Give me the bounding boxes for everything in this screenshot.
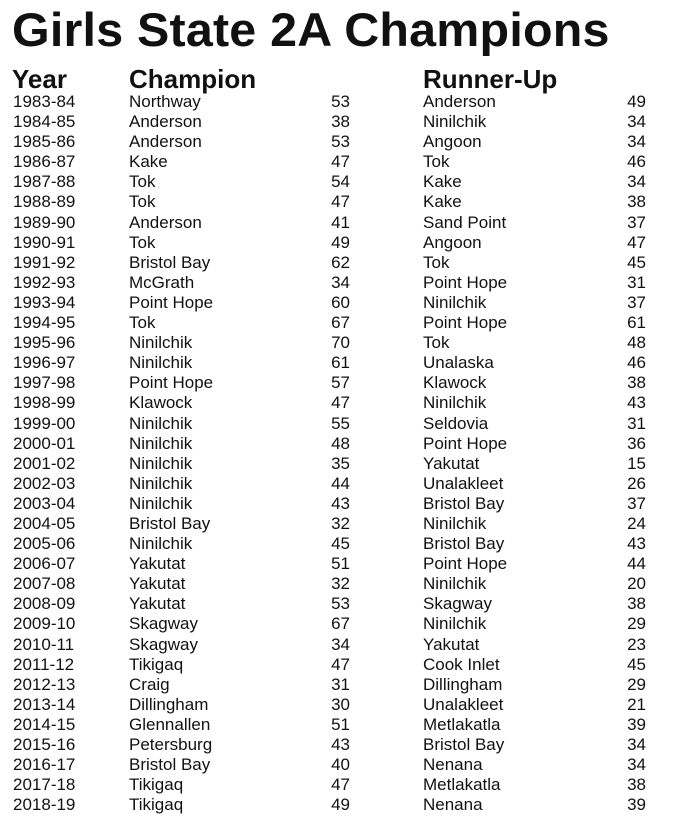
year-cell: 2003-04 <box>13 493 76 513</box>
runner-up-score-cell: 29 <box>627 674 646 694</box>
champion-score-cell: 45 <box>331 534 350 554</box>
runner-up-score-cell: 34 <box>627 112 646 132</box>
champion-cell: Ninilchik <box>129 534 193 554</box>
table-row <box>0 635 673 655</box>
runner-up-score-cell: 34 <box>627 755 646 775</box>
runner-up-score-cell: 37 <box>627 493 646 513</box>
runner-up-score-cell: 29 <box>627 614 646 634</box>
table-row <box>0 192 673 212</box>
champion-score-cell: 51 <box>331 714 350 734</box>
runner-up-cell: Ninilchik <box>423 614 487 634</box>
champion-score-cell: 47 <box>331 393 350 413</box>
runner-up-cell: Cook Inlet <box>423 654 500 674</box>
champion-cell: Tikigaq <box>129 654 184 674</box>
table-row <box>0 474 673 494</box>
year-cell: 2005-06 <box>13 534 76 554</box>
runner-up-score-cell: 46 <box>627 152 646 172</box>
runner-up-cell: Sand Point <box>423 212 507 232</box>
champion-cell: Ninilchik <box>129 413 193 433</box>
champion-cell: McGrath <box>129 272 195 292</box>
champion-score-cell: 70 <box>331 333 350 353</box>
table-row <box>0 574 673 594</box>
runner-up-cell: Metlakatla <box>423 775 501 795</box>
year-cell: 2002-03 <box>13 473 76 493</box>
year-cell: 1987-88 <box>13 172 76 192</box>
year-cell: 1998-99 <box>13 393 76 413</box>
table-row <box>0 755 673 775</box>
champion-cell: Bristol Bay <box>129 252 211 272</box>
table-row <box>0 414 673 434</box>
year-cell: 1992-93 <box>13 272 76 292</box>
year-cell: 2006-07 <box>13 554 76 574</box>
runner-up-score-cell: 38 <box>627 594 646 614</box>
table-row <box>0 313 673 333</box>
table-row <box>0 213 673 233</box>
table-row <box>0 233 673 253</box>
table-row <box>0 434 673 454</box>
year-cell: 1990-91 <box>13 232 76 252</box>
runner-up-score-cell: 38 <box>627 192 646 212</box>
table-row <box>0 514 673 534</box>
table-row <box>0 293 673 313</box>
year-cell: 2016-17 <box>13 755 76 775</box>
champion-cell: Ninilchik <box>129 453 193 473</box>
runner-up-score-cell: 45 <box>627 654 646 674</box>
column-header-year: Year <box>12 64 67 94</box>
champion-score-cell: 61 <box>331 353 350 373</box>
champion-score-cell: 49 <box>331 232 350 252</box>
champion-cell: Craig <box>129 674 170 694</box>
table-row <box>0 675 673 695</box>
year-cell: 1999-00 <box>13 413 76 433</box>
runner-up-score-cell: 48 <box>627 333 646 353</box>
table-row <box>0 594 673 614</box>
year-cell: 1994-95 <box>13 313 76 333</box>
champion-score-cell: 67 <box>331 313 350 333</box>
champion-cell: Yakutat <box>129 554 186 574</box>
table-row <box>0 715 673 735</box>
runner-up-score-cell: 24 <box>627 513 646 533</box>
year-cell: 2018-19 <box>13 795 76 815</box>
champion-score-cell: 47 <box>331 775 350 795</box>
champion-cell: Ninilchik <box>129 353 193 373</box>
champion-cell: Yakutat <box>129 574 186 594</box>
year-cell: 1997-98 <box>13 373 76 393</box>
champion-cell: Ninilchik <box>129 433 193 453</box>
runner-up-score-cell: 47 <box>627 232 646 252</box>
champion-score-cell: 47 <box>331 152 350 172</box>
year-cell: 1985-86 <box>13 132 76 152</box>
year-cell: 2004-05 <box>13 513 76 533</box>
year-cell: 2015-16 <box>13 735 76 754</box>
runner-up-score-cell: 34 <box>627 132 646 152</box>
year-cell: 2000-01 <box>13 433 76 453</box>
champion-cell: Point Hope <box>129 373 214 393</box>
year-cell: 1991-92 <box>13 252 76 272</box>
champion-score-cell: 60 <box>331 292 350 312</box>
runner-up-cell: Unalakleet <box>423 473 504 493</box>
table-row <box>0 454 673 474</box>
champion-score-cell: 41 <box>331 212 350 232</box>
champion-cell: Tok <box>129 172 156 192</box>
champion-score-cell: 53 <box>331 594 350 614</box>
runner-up-cell: Ninilchik <box>423 393 487 413</box>
champion-cell: Tok <box>129 192 156 212</box>
runner-up-cell: Bristol Bay <box>423 735 505 754</box>
table-row <box>0 735 673 755</box>
champion-score-cell: 43 <box>331 735 350 754</box>
runner-up-score-cell: 39 <box>627 714 646 734</box>
champion-score-cell: 30 <box>331 694 350 714</box>
runner-up-cell: Tok <box>423 152 450 172</box>
champion-score-cell: 38 <box>331 112 350 132</box>
runner-up-cell: Ninilchik <box>423 112 487 132</box>
runner-up-score-cell: 45 <box>627 252 646 272</box>
table-row <box>0 393 673 413</box>
champion-score-cell: 53 <box>331 92 350 111</box>
champion-score-cell: 32 <box>331 513 350 533</box>
champion-score-cell: 62 <box>331 252 350 272</box>
runner-up-score-cell: 36 <box>627 433 646 453</box>
year-cell: 2011-12 <box>13 654 75 674</box>
page-title: Girls State 2A Champions <box>12 3 610 56</box>
champion-cell: Anderson <box>129 112 202 132</box>
results-table <box>0 92 673 815</box>
table-row <box>0 253 673 273</box>
champion-score-cell: 49 <box>331 795 350 815</box>
table-row <box>0 614 673 634</box>
champion-cell: Kake <box>129 152 168 172</box>
table-row <box>0 132 673 152</box>
year-cell: 2014-15 <box>13 714 76 734</box>
champion-cell: Anderson <box>129 132 202 152</box>
column-header-champion: Champion <box>129 64 257 94</box>
runner-up-cell: Yakutat <box>423 453 480 473</box>
runner-up-cell: Bristol Bay <box>423 534 505 554</box>
runner-up-score-cell: 34 <box>627 735 646 754</box>
champion-cell: Ninilchik <box>129 493 193 513</box>
runner-up-score-cell: 26 <box>627 473 646 493</box>
runner-up-score-cell: 20 <box>627 574 646 594</box>
champion-score-cell: 57 <box>331 373 350 393</box>
runner-up-score-cell: 46 <box>627 353 646 373</box>
champion-score-cell: 31 <box>331 674 350 694</box>
champion-score-cell: 51 <box>331 554 350 574</box>
champion-score-cell: 53 <box>331 132 350 152</box>
champion-cell: Yakutat <box>129 594 186 614</box>
champion-cell: Tok <box>129 232 156 252</box>
runner-up-score-cell: 15 <box>627 453 646 473</box>
runner-up-score-cell: 23 <box>627 634 646 654</box>
runner-up-score-cell: 44 <box>627 554 646 574</box>
champion-cell: Northway <box>129 92 201 111</box>
champion-cell: Point Hope <box>129 292 214 312</box>
runner-up-cell: Seldovia <box>423 413 489 433</box>
champion-cell: Bristol Bay <box>129 513 211 533</box>
table-row <box>0 494 673 514</box>
champion-score-cell: 44 <box>331 473 350 493</box>
champion-cell: Ninilchik <box>129 333 193 353</box>
table-row <box>0 554 673 574</box>
year-cell: 2010-11 <box>13 634 75 654</box>
runner-up-cell: Unalaska <box>423 353 494 373</box>
champion-score-cell: 47 <box>331 192 350 212</box>
runner-up-cell: Ninilchik <box>423 513 487 533</box>
runner-up-cell: Ninilchik <box>423 292 487 312</box>
runner-up-cell: Tok <box>423 252 450 272</box>
year-cell: 1993-94 <box>13 292 76 312</box>
year-cell: 1995-96 <box>13 333 76 353</box>
year-cell: 2017-18 <box>13 775 76 795</box>
runner-up-cell: Anderson <box>423 92 496 111</box>
table-row <box>0 273 673 293</box>
runner-up-cell: Skagway <box>423 594 492 614</box>
runner-up-cell: Yakutat <box>423 634 480 654</box>
champion-score-cell: 43 <box>331 493 350 513</box>
champion-score-cell: 34 <box>331 272 350 292</box>
runner-up-cell: Kake <box>423 172 462 192</box>
table-row <box>0 795 673 815</box>
runner-up-cell: Bristol Bay <box>423 493 505 513</box>
champion-cell: Klawock <box>129 393 193 413</box>
runner-up-score-cell: 49 <box>627 92 646 111</box>
champion-cell: Bristol Bay <box>129 755 211 775</box>
year-cell: 2007-08 <box>13 574 76 594</box>
column-header-runner-up: Runner-Up <box>423 64 558 94</box>
champion-cell: Petersburg <box>129 735 213 754</box>
table-row <box>0 112 673 132</box>
table-row <box>0 92 673 112</box>
year-cell: 1983-84 <box>13 92 76 111</box>
champion-cell: Tikigaq <box>129 775 184 795</box>
runner-up-score-cell: 31 <box>627 413 646 433</box>
runner-up-score-cell: 38 <box>627 775 646 795</box>
champion-score-cell: 67 <box>331 614 350 634</box>
year-cell: 1984-85 <box>13 112 76 132</box>
runner-up-score-cell: 34 <box>627 172 646 192</box>
runner-up-score-cell: 31 <box>627 272 646 292</box>
runner-up-cell: Nenana <box>423 795 483 815</box>
champion-cell: Glennallen <box>129 714 211 734</box>
runner-up-score-cell: 38 <box>627 373 646 393</box>
year-cell: 2013-14 <box>13 694 76 714</box>
table-row <box>0 353 673 373</box>
champion-score-cell: 55 <box>331 413 350 433</box>
runner-up-score-cell: 37 <box>627 292 646 312</box>
runner-up-cell: Kake <box>423 192 462 212</box>
year-cell: 2001-02 <box>13 453 76 473</box>
runner-up-cell: Point Hope <box>423 433 508 453</box>
table-row <box>0 534 673 554</box>
runner-up-cell: Metlakatla <box>423 714 501 734</box>
champion-cell: Dillingham <box>129 694 209 714</box>
runner-up-cell: Klawock <box>423 373 487 393</box>
champion-score-cell: 35 <box>331 453 350 473</box>
runner-up-cell: Nenana <box>423 755 483 775</box>
runner-up-cell: Point Hope <box>423 313 508 333</box>
runner-up-cell: Unalakleet <box>423 694 504 714</box>
year-cell: 1989-90 <box>13 212 76 232</box>
champion-score-cell: 54 <box>331 172 350 192</box>
runner-up-cell: Ninilchik <box>423 574 487 594</box>
runner-up-cell: Angoon <box>423 132 482 152</box>
table-row <box>0 775 673 795</box>
runner-up-cell: Dillingham <box>423 674 503 694</box>
champion-cell: Tikigaq <box>129 795 184 815</box>
table-row <box>0 373 673 393</box>
runner-up-score-cell: 37 <box>627 212 646 232</box>
year-cell: 2009-10 <box>13 614 76 634</box>
runner-up-score-cell: 21 <box>627 694 646 714</box>
champion-cell: Anderson <box>129 212 202 232</box>
champion-cell: Skagway <box>129 634 198 654</box>
champion-score-cell: 47 <box>331 654 350 674</box>
runner-up-cell: Angoon <box>423 232 482 252</box>
year-cell: 2008-09 <box>13 594 76 614</box>
table-row <box>0 333 673 353</box>
runner-up-cell: Point Hope <box>423 272 508 292</box>
year-cell: 2012-13 <box>13 674 76 694</box>
champion-score-cell: 34 <box>331 634 350 654</box>
table-row <box>0 655 673 675</box>
champion-cell: Tok <box>129 313 156 333</box>
table-row <box>0 695 673 715</box>
year-cell: 1986-87 <box>13 152 76 172</box>
champion-cell: Ninilchik <box>129 473 193 493</box>
champion-score-cell: 40 <box>331 755 350 775</box>
year-cell: 1988-89 <box>13 192 76 212</box>
champion-score-cell: 32 <box>331 574 350 594</box>
runner-up-cell: Point Hope <box>423 554 508 574</box>
runner-up-score-cell: 61 <box>627 313 646 333</box>
runner-up-score-cell: 43 <box>627 393 646 413</box>
table-row <box>0 172 673 192</box>
table-row <box>0 152 673 172</box>
runner-up-score-cell: 43 <box>627 534 646 554</box>
runner-up-score-cell: 39 <box>627 795 646 815</box>
champion-score-cell: 48 <box>331 433 350 453</box>
champion-cell: Skagway <box>129 614 198 634</box>
year-cell: 1996-97 <box>13 353 76 373</box>
runner-up-cell: Tok <box>423 333 450 353</box>
